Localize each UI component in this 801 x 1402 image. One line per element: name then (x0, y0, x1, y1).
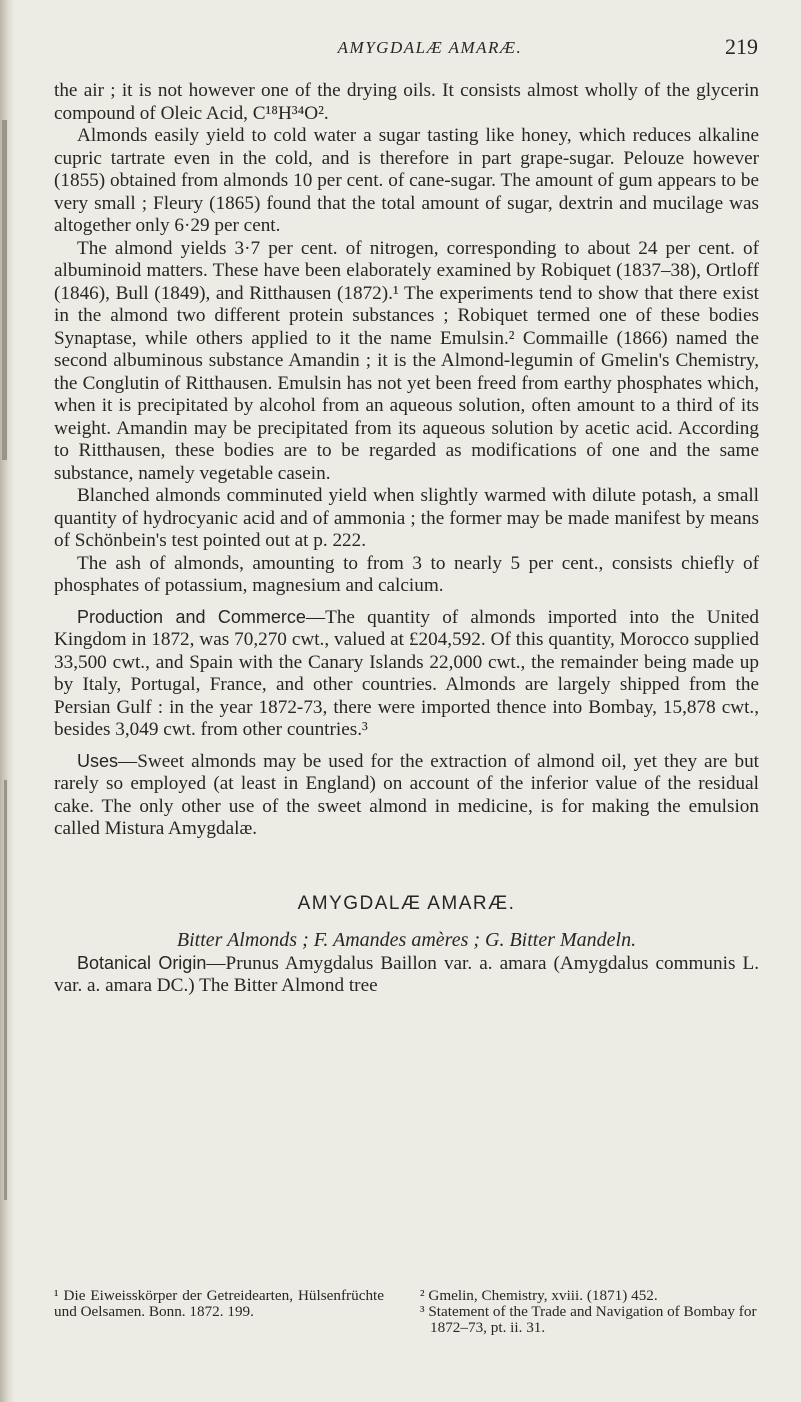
footnote-2: ² Gmelin, Chemistry, xviii. (1871) 452. (420, 1287, 658, 1304)
paragraph: Blanched almonds comminuted yield when slightly warmed with dilute potash, a small quantity of hydrocyanic acid and of ammonia ; the former may be made manifest by means of Schönbein's test pointed out at p. 222. (54, 485, 759, 551)
footnote-column-left (54, 1288, 384, 1320)
synonyms-line: Bitter Almonds ; F. Amandes amères ; G. Bitter Mandeln. (176, 929, 637, 951)
paragraph: the air ; it is not however one of the drying oils. It consists almost wholly of the glycerin compound of Oleic Acid, C¹⁸H³⁴O². (54, 80, 759, 124)
page-number: 219 (725, 34, 758, 59)
paragraph-uses (54, 750, 759, 841)
page-header (0, 34, 801, 68)
runin-heading: Production and Commerce (77, 606, 306, 627)
paragraph-body: —Sweet almonds may be used for the extraction of almond oil, yet they are but rarely so employed (at least in England) on account of the inferior value of the residual cake. The only other use of the sweet almond in medicine, is for making the emulsion called Mistura Amygdalæ. (54, 750, 759, 839)
paragraph-production (54, 606, 759, 742)
running-title: AMYGDALÆ AMARÆ. (337, 38, 523, 57)
footnote-1: ¹ Die Eiweisskörper der Getreidearten, Hülsenfrüchte und Oelsamen. Bonn. 1872. 199. (54, 1287, 384, 1320)
footnote-column-right (420, 1288, 760, 1336)
section-heading: AMYGDALÆ AMARÆ. (297, 892, 516, 914)
paragraph: The ash of almonds, amounting to from 3 to nearly 5 per cent., consists chiefly of phosphates of potassium, magnesium and calcium. (54, 552, 759, 596)
paragraph: Almonds easily yield to cold water a sugar tasting like honey, which reduces alkaline cupric tartrate even in the cold, and is therefore in part grape-sugar. Pelouze however (1855) obtained from almonds 10 per cent. of cane-sugar. The amount of gum appears to be very small ; Fleury (1865) found that the total amount of sugar, dextrin and mucilage was altogether only 6·29 per cent. (54, 125, 759, 236)
main-text (54, 80, 759, 998)
runin-heading: Botanical Origin (77, 952, 207, 973)
paragraph-body: —The quantity of almonds imported into the United Kingdom in 1872, was 70,270 cwt., valued at £204,592. Of this quantity, Morocco supplied 33,500 cwt., and Spain with the Canary Islands 22,000 cwt., the remainder being made up by Italy, Portugal, France, and other countries. Almonds are largely shipped from the Persian Gulf : in the year 1872-73, there were imported thence into Bombay, 15,878 cwt., besides 3,049 cwt. from other countries.³ (54, 606, 759, 740)
paragraph-botanical (54, 952, 759, 998)
edge-shadow (2, 120, 7, 460)
paragraph-body: —Prunus Amygdalus Baillon var. a. amara (Amygdalus communis L. var. a. amara DC.) The Bitter Almond tree (54, 952, 759, 996)
edge-shadow (4, 780, 7, 1200)
runin-heading: Uses (77, 750, 119, 771)
footnote-3: ³ Statement of the Trade and Navigation of Bombay for 1872–73, pt. ii. 31. (420, 1303, 757, 1336)
paragraph: The almond yields 3·7 per cent. of nitrogen, corresponding to about 24 per cent. of albuminoid matters. These have been elaborately examined by Robiquet (1837–38), Ortloff (1846), Bull (1849), and Ritthausen (1872).¹ The experiments tend to show that there exist in the almond two different protein substances ; Robiquet termed one of these bodies Synaptase, while others applied to it the name Emulsin.² Commaille (1866) named the second albuminous substance Amandin ; it is the Almond-legumin of Gmelin's Chemistry, the Conglutin of Ritthausen. Emulsin has not yet been freed from earthy phosphates which, when it is precipitated by alcohol from an aqueous solution, often amount to a third of its weight. Amandin may be precipitated from its aqueous solution by acetic acid. According to Ritthausen, these bodies are to be regarded as modifications of one and the same substance, namely vegetable casein. (54, 237, 759, 484)
